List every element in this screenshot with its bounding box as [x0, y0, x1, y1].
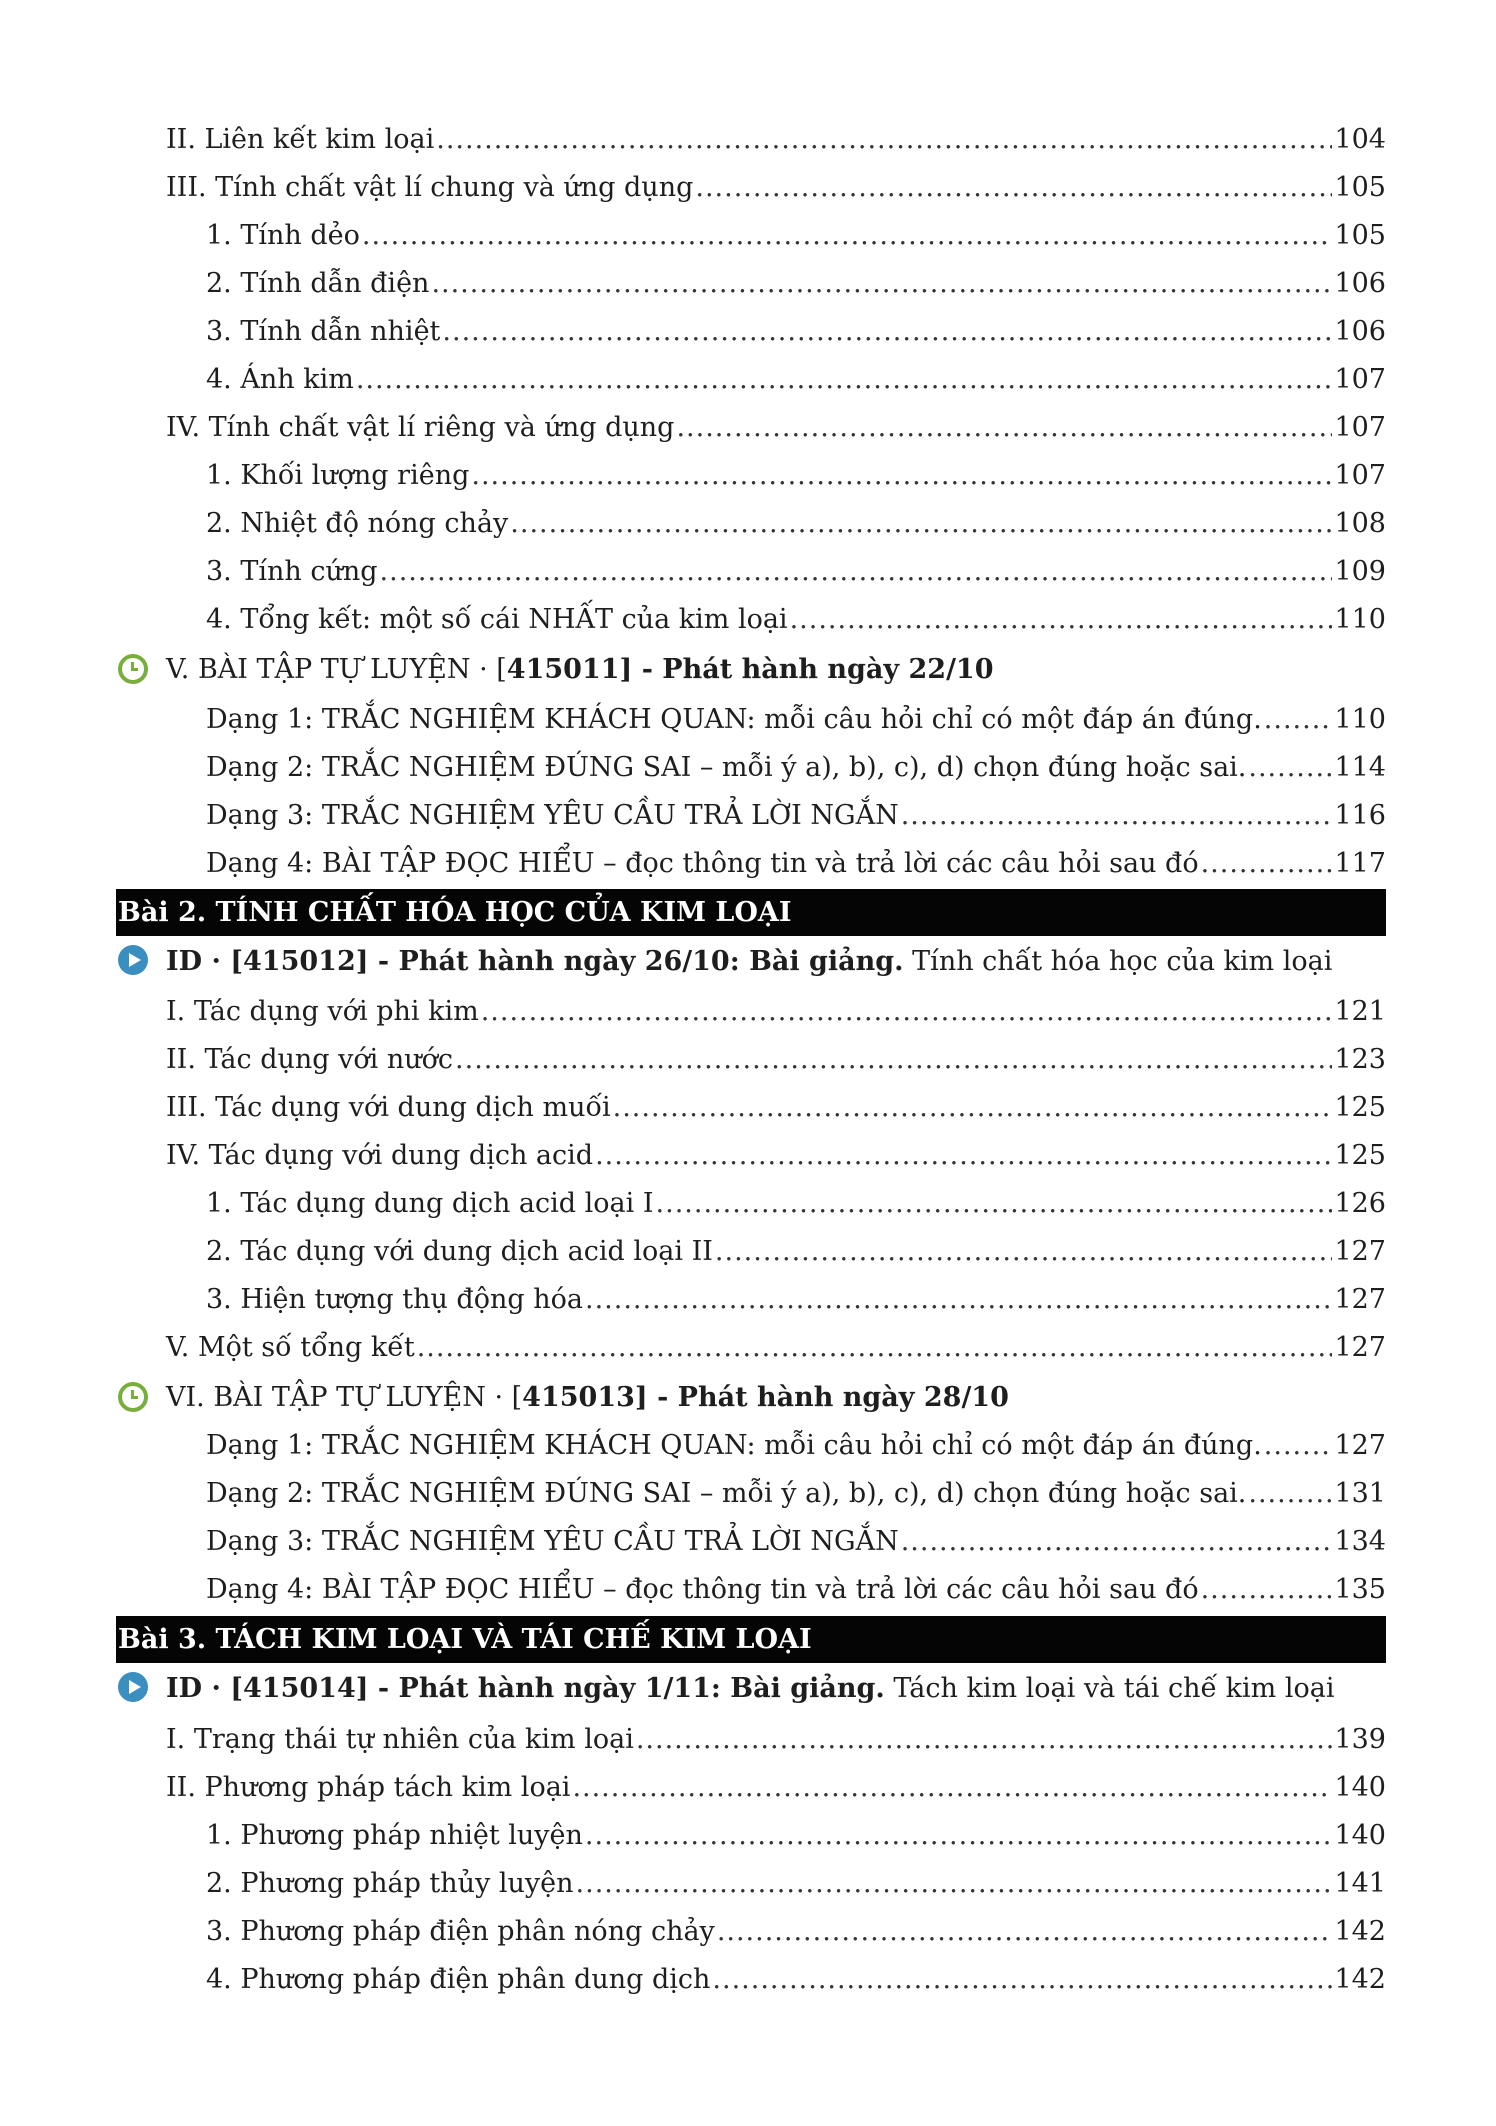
entry-page: 123 — [1334, 1044, 1386, 1075]
leader-dots — [572, 1766, 1332, 1810]
leader-dots — [656, 1182, 1333, 1226]
toc-entry[interactable] — [206, 454, 1386, 498]
leader-dots — [715, 1230, 1333, 1274]
leader-dots — [436, 118, 1332, 162]
entry-page: 139 — [1334, 1724, 1386, 1755]
toc-entry[interactable] — [166, 118, 1386, 162]
entry-title: 1. Tác dụng dung dịch acid loại I — [206, 1188, 654, 1219]
entry-title: 1. Tính dẻo — [206, 220, 360, 251]
entry-page: 107 — [1334, 460, 1386, 491]
toc-entry[interactable] — [166, 1038, 1386, 1082]
toc-entry[interactable] — [206, 1424, 1386, 1468]
leader-dots — [585, 1278, 1332, 1322]
entry-title: 4. Ánh kim — [206, 364, 354, 395]
leader-dots — [695, 166, 1332, 210]
toc-entry[interactable] — [206, 550, 1386, 594]
toc-entry[interactable] — [166, 1086, 1386, 1130]
lesson-header: Bài 3. TÁCH KIM LOẠI VÀ TÁI CHẾ KIM LOẠI — [116, 1616, 1386, 1663]
toc-entry[interactable] — [166, 990, 1386, 1034]
entry-page: 140 — [1334, 1820, 1386, 1851]
entry-title: V. Một số tổng kết — [166, 1332, 415, 1363]
leader-dots — [362, 214, 1333, 258]
toc-entry[interactable] — [206, 746, 1386, 790]
toc-entry[interactable] — [206, 1958, 1386, 2002]
practice-prefix: V. BÀI TẬP TỰ LUYỆN · [ — [166, 654, 507, 685]
leader-dots — [717, 1910, 1333, 1954]
entry-page: 108 — [1334, 508, 1386, 539]
lesson-header: Bài 2. TÍNH CHẤT HÓA HỌC CỦA KIM LOẠI — [116, 889, 1386, 936]
entry-title: 3. Phương pháp điện phân nóng chảy — [206, 1916, 715, 1947]
entry-title: Dạng 4: BÀI TẬP ĐỌC HIỂU – đọc thông tin và trả lời các câu hỏi sau đó — [206, 848, 1199, 879]
leader-dots — [585, 1814, 1333, 1858]
toc-entry[interactable] — [166, 1134, 1386, 1178]
practice-section-title[interactable] — [166, 1376, 1009, 1420]
entry-page: 106 — [1334, 268, 1386, 299]
lecture-name: Tách kim loại và tái chế kim loại — [884, 1673, 1335, 1704]
toc-entry[interactable] — [166, 406, 1386, 450]
leader-dots — [576, 1862, 1333, 1906]
entry-page: 142 — [1334, 1916, 1386, 1947]
toc-entry[interactable] — [206, 794, 1386, 838]
entry-title: 2. Phương pháp thủy luyện — [206, 1868, 574, 1899]
lecture-id: ID · [415014] - Phát hành ngày 1/11: Bài giảng. — [166, 1673, 885, 1704]
leader-dots — [1264, 698, 1333, 742]
toc-entry[interactable] — [206, 842, 1386, 886]
entry-title: Dạng 1: TRẮC NGHIỆM KHÁCH QUAN: mỗi câu hỏi chỉ có một đáp án đúng. — [206, 704, 1262, 735]
toc-entry[interactable] — [166, 166, 1386, 210]
entry-page: 125 — [1334, 1140, 1386, 1171]
entry-page: 110 — [1334, 704, 1386, 735]
play-icon[interactable] — [118, 1672, 148, 1702]
leader-dots — [1248, 1472, 1332, 1516]
entry-title: II. Tác dụng với nước — [166, 1044, 454, 1075]
lecture-id: ID · [415012] - Phát hành ngày 26/10: Bài giảng. — [166, 946, 904, 977]
leader-dots — [636, 1718, 1333, 1762]
entry-title: 1. Khối lượng riêng — [206, 460, 470, 491]
practice-suffix: ] - Phát hành ngày 28/10 — [634, 1382, 1009, 1413]
entry-title: Dạng 3: TRẮC NGHIỆM YÊU CẦU TRẢ LỜI NGẮN — [206, 1526, 899, 1557]
practice-id: 415011 — [506, 654, 620, 685]
entry-page: 105 — [1334, 172, 1386, 203]
entry-title: 2. Tác dụng với dung dịch acid loại II — [206, 1236, 713, 1267]
entry-page: 135 — [1334, 1574, 1386, 1605]
entry-page: 127 — [1334, 1332, 1386, 1363]
entry-title: 4. Phương pháp điện phân dung dịch — [206, 1964, 711, 1995]
entry-page: 127 — [1334, 1284, 1386, 1315]
toc-entry[interactable] — [166, 1326, 1386, 1370]
entry-page: 105 — [1334, 220, 1386, 251]
entry-title: 3. Tính dẫn nhiệt — [206, 316, 441, 347]
entry-page: 109 — [1334, 556, 1386, 587]
entry-page: 134 — [1334, 1526, 1386, 1557]
entry-page: 127 — [1334, 1236, 1386, 1267]
toc-entry[interactable] — [206, 698, 1386, 742]
toc-entry[interactable] — [206, 1568, 1386, 1612]
entry-page: 107 — [1334, 364, 1386, 395]
leader-dots — [1201, 1568, 1333, 1612]
entry-page: 116 — [1334, 800, 1386, 831]
entry-title: 1. Phương pháp nhiệt luyện — [206, 1820, 583, 1851]
leader-dots — [613, 1086, 1333, 1130]
entry-page: 110 — [1334, 604, 1386, 635]
entry-title: Dạng 4: BÀI TẬP ĐỌC HIỂU – đọc thông tin và trả lời các câu hỏi sau đó — [206, 1574, 1199, 1605]
entry-title: Dạng 3: TRẮC NGHIỆM YÊU CẦU TRẢ LỜI NGẮN — [206, 800, 899, 831]
toc-entry[interactable] — [206, 214, 1386, 258]
entry-title: III. Tác dụng với dung dịch muối — [166, 1092, 611, 1123]
entry-title: I. Trạng thái tự nhiên của kim loại — [166, 1724, 634, 1755]
toc-entry[interactable] — [206, 1814, 1386, 1858]
play-icon[interactable] — [118, 945, 148, 975]
entry-title: Dạng 2: TRẮC NGHIỆM ĐÚNG SAI – mỗi ý a), b), c), d) chọn đúng hoặc sai. — [206, 752, 1247, 783]
toc-entry[interactable] — [206, 598, 1386, 642]
leader-dots — [712, 1958, 1332, 2002]
entry-title: IV. Tác dụng với dung dịch acid — [166, 1140, 594, 1171]
entry-title: I. Tác dụng với phi kim — [166, 996, 479, 1027]
toc-entry[interactable] — [206, 358, 1386, 402]
clock-icon — [118, 1382, 148, 1412]
leader-dots — [442, 310, 1332, 354]
toc-entry[interactable] — [166, 1766, 1386, 1810]
lecture-title[interactable] — [166, 1667, 1334, 1711]
lecture-name: Tính chất hóa học của kim loại — [903, 946, 1333, 977]
entry-page: 114 — [1334, 752, 1386, 783]
leader-dots — [790, 598, 1333, 642]
entry-page: 140 — [1334, 1772, 1386, 1803]
leader-dots — [1201, 842, 1333, 886]
entry-page: 127 — [1334, 1430, 1386, 1461]
entry-page: 142 — [1334, 1964, 1386, 1995]
toc-entry[interactable] — [206, 1472, 1386, 1516]
toc-entry[interactable] — [166, 1718, 1386, 1762]
toc-entry[interactable] — [206, 1278, 1386, 1322]
leader-dots — [481, 990, 1333, 1034]
entry-page: 104 — [1334, 124, 1386, 155]
leader-dots — [455, 1038, 1332, 1082]
practice-suffix: ] - Phát hành ngày 22/10 — [619, 654, 994, 685]
entry-title: 2. Nhiệt độ nóng chảy — [206, 508, 509, 539]
leader-dots — [676, 406, 1332, 450]
entry-page: 106 — [1334, 316, 1386, 347]
leader-dots — [595, 1134, 1332, 1178]
entry-page: 141 — [1334, 1868, 1386, 1899]
entry-page: 121 — [1334, 996, 1386, 1027]
leader-dots — [356, 358, 1333, 402]
entry-title: IV. Tính chất vật lí riêng và ứng dụng — [166, 412, 675, 443]
entry-title: II. Phương pháp tách kim loại — [166, 1772, 571, 1803]
toc-entry[interactable] — [206, 1910, 1386, 1954]
entry-title: 3. Tính cứng — [206, 556, 378, 587]
entry-page: 107 — [1334, 412, 1386, 443]
entry-title: 2. Tính dẫn điện — [206, 268, 430, 299]
toc-entry[interactable] — [206, 262, 1386, 306]
leader-dots — [380, 550, 1333, 594]
toc-entry[interactable] — [206, 1520, 1386, 1564]
entry-title: II. Liên kết kim loại — [166, 124, 435, 155]
entry-page: 131 — [1334, 1478, 1386, 1509]
leader-dots — [1264, 1424, 1333, 1468]
toc-entry[interactable] — [206, 502, 1386, 546]
toc-entry[interactable] — [206, 1230, 1386, 1274]
leader-dots — [431, 262, 1332, 306]
entry-page: 125 — [1334, 1092, 1386, 1123]
leader-dots — [417, 1326, 1333, 1370]
toc-entry[interactable] — [206, 1182, 1386, 1226]
toc-entry[interactable] — [206, 310, 1386, 354]
entry-page: 126 — [1334, 1188, 1386, 1219]
leader-dots — [471, 454, 1332, 498]
leader-dots — [901, 794, 1333, 838]
practice-section-title[interactable] — [166, 648, 994, 692]
leader-dots — [510, 502, 1332, 546]
entry-title: 4. Tổng kết: một số cái NHẤT của kim loại — [206, 604, 788, 635]
practice-prefix: VI. BÀI TẬP TỰ LUYỆN · [ — [166, 1382, 523, 1413]
toc-entry[interactable] — [206, 1862, 1386, 1906]
lecture-title[interactable] — [166, 940, 1332, 984]
leader-dots — [1248, 746, 1332, 790]
practice-id: 415013 — [522, 1382, 635, 1413]
entry-title: Dạng 2: TRẮC NGHIỆM ĐÚNG SAI – mỗi ý a), b), c), d) chọn đúng hoặc sai. — [206, 1478, 1247, 1509]
entry-title: Dạng 1: TRẮC NGHIỆM KHÁCH QUAN: mỗi câu hỏi chỉ có một đáp án đúng. — [206, 1430, 1262, 1461]
entry-page: 117 — [1334, 848, 1386, 879]
leader-dots — [901, 1520, 1333, 1564]
entry-title: 3. Hiện tượng thụ động hóa — [206, 1284, 583, 1315]
entry-title: III. Tính chất vật lí chung và ứng dụng — [166, 172, 694, 203]
clock-icon — [118, 654, 148, 684]
